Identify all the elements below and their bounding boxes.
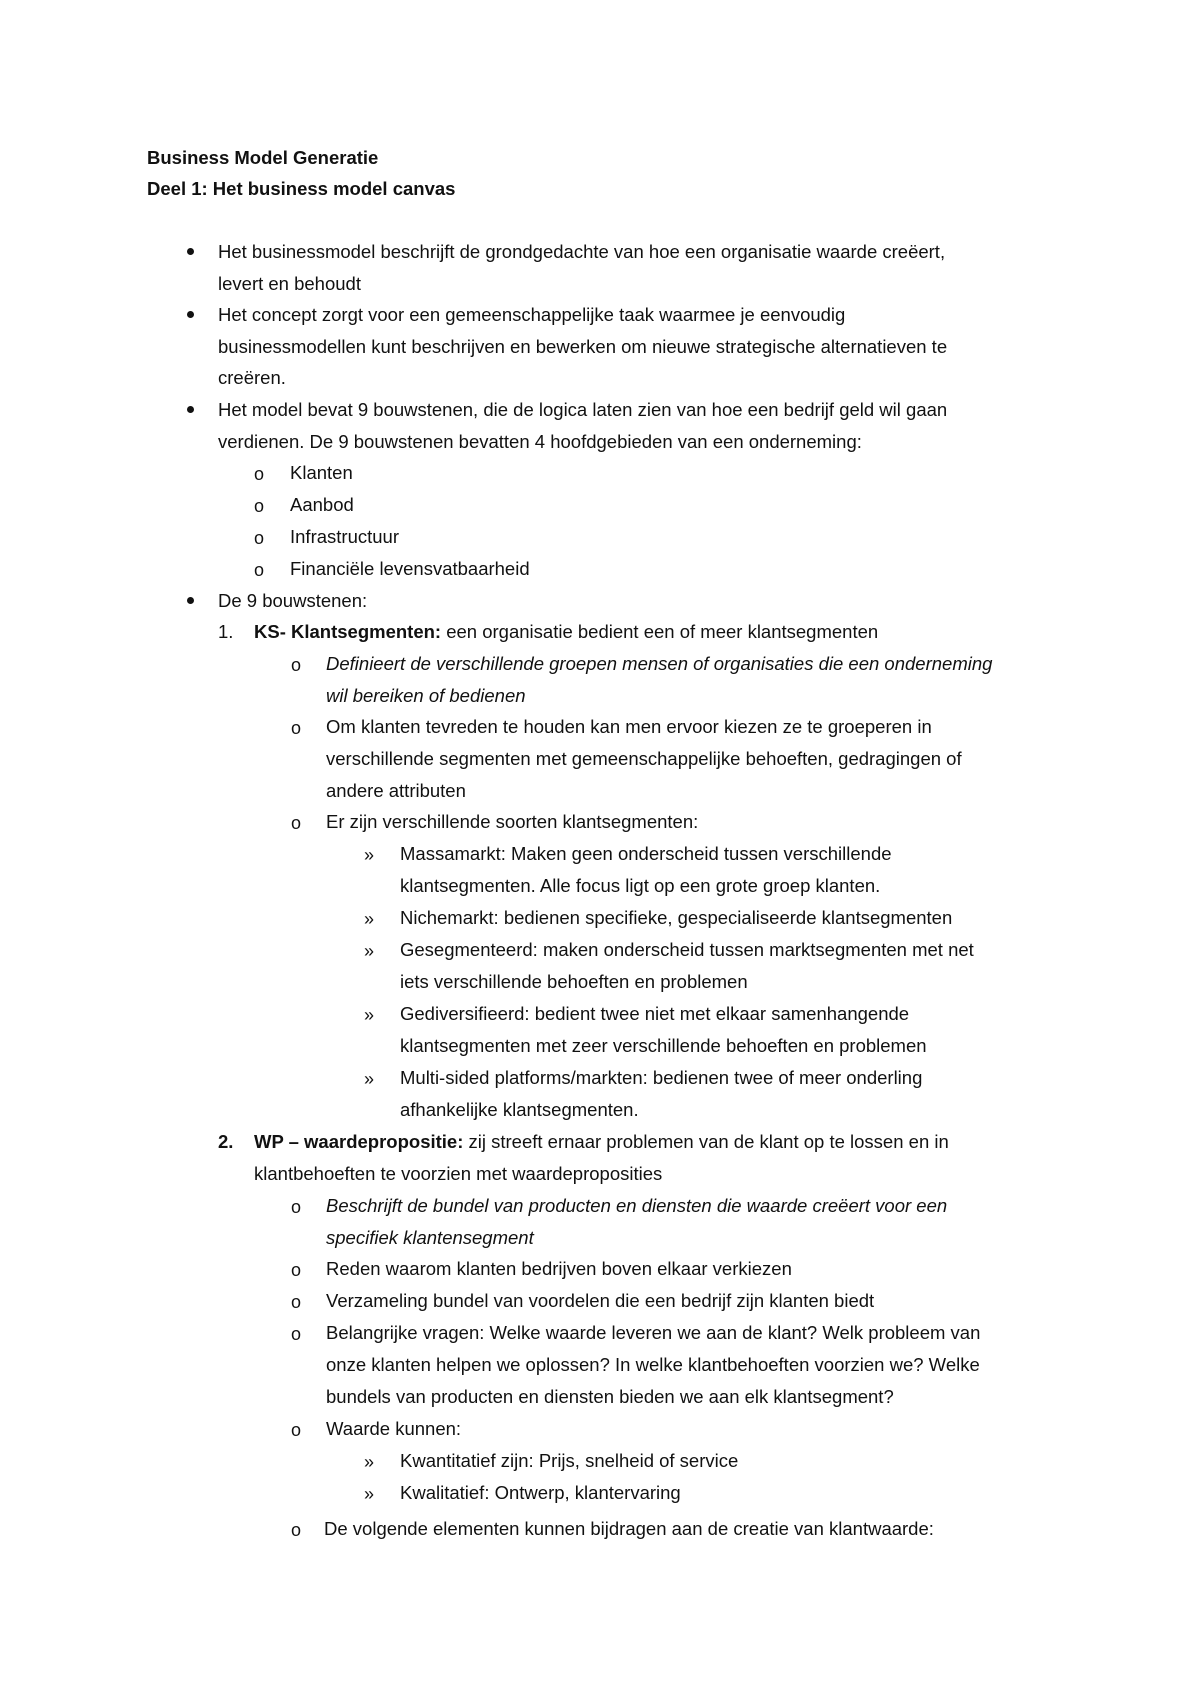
bullet-text: businessmodellen kunt beschrijven en bewerken om nieuwe strategische alternatieven te [218, 336, 948, 357]
ks-sub-text: wil bereiken of bedienen [326, 685, 526, 706]
wp-sub-text: bundels van producten en diensten bieden we aan elk klantsegment? [326, 1386, 894, 1407]
circle-bullet-icon: o [291, 655, 302, 675]
wp-sub-text: Reden waarom klanten bedrijven boven elkaar verkiezen [326, 1258, 792, 1279]
circle-bullet-icon: o [254, 464, 265, 484]
bullet-text: Het businessmodel beschrijft de grondgedachte van hoe een organisatie waarde creëert, [218, 241, 946, 262]
ks-rest: een organisatie bedient een of meer klantsegmenten [446, 621, 879, 642]
segment-type: iets verschillende behoeften en problemen [400, 971, 748, 992]
bullet-text: De 9 bouwstenen: [218, 590, 368, 611]
bullet-text: verdienen. De 9 bouwstenen bevatten 4 hoofdgebieden van een onderneming: [218, 431, 862, 452]
segment-type: Multi-sided platforms/markten: bedienen twee of meer onderling [400, 1067, 923, 1088]
arrow-bullet-icon: » [364, 941, 375, 961]
area-item: Aanbod [290, 494, 354, 515]
wp-sub-text: Belangrijke vragen: Welke waarde leveren we aan de klant? Welk probleem van [326, 1322, 981, 1343]
area-item: Financiële levensvatbaarheid [290, 558, 530, 579]
bullet-text: Het concept zorgt voor een gemeenschappelijke taak waarmee je eenvoudig [218, 304, 846, 325]
circle-bullet-icon: o [291, 813, 302, 833]
ks-sub-text: Om klanten tevreden te houden kan men ervoor kiezen ze te groeperen in [326, 716, 932, 737]
segment-type: afhankelijke klantsegmenten. [400, 1099, 639, 1120]
list-number: 2. [218, 1131, 234, 1152]
document-subtitle: Deel 1: Het business model canvas [147, 178, 456, 199]
circle-bullet-icon: o [291, 1324, 302, 1344]
circle-bullet-icon: o [254, 528, 265, 548]
wp-heading-line2: klantbehoeften te voorzien met waardeproposities [254, 1163, 663, 1184]
wp-sub-text: onze klanten helpen we oplossen? In welke klantbehoeften voorzien we? Welke [326, 1354, 980, 1375]
wp-term: WP – waardepropositie: [254, 1131, 464, 1152]
circle-bullet-icon: o [291, 1197, 302, 1217]
circle-bullet-icon: o [291, 1260, 302, 1280]
value-type: Kwantitatief zijn: Prijs, snelheid of service [400, 1450, 739, 1471]
ks-sub-text: Definieert de verschillende groepen mensen of organisaties die een onderneming [326, 653, 993, 674]
ks-sub-text: andere attributen [326, 780, 466, 801]
bullet-dot [187, 311, 194, 318]
area-item: Klanten [290, 462, 353, 483]
bullet-text: levert en behoudt [218, 273, 361, 294]
wp-sub-text: specifiek klantensegment [326, 1227, 534, 1248]
bullet-dot [187, 406, 194, 413]
bullet-text: creëren. [218, 367, 286, 388]
circle-bullet-icon: o [291, 1520, 302, 1540]
document-title: Business Model Generatie [147, 147, 379, 168]
circle-bullet-icon: o [291, 1292, 302, 1312]
bullet-dot [187, 597, 194, 604]
circle-bullet-icon: o [254, 560, 265, 580]
ks-term: KS- Klantsegmenten: [254, 621, 442, 642]
circle-bullet-icon: o [254, 496, 265, 516]
wp-sub-text: Waarde kunnen: [326, 1418, 462, 1439]
circle-bullet-icon: o [291, 1420, 302, 1440]
area-item: Infrastructuur [290, 526, 399, 547]
wp-rest: zij streeft ernaar problemen van de klant op te lossen en in [468, 1131, 949, 1152]
segment-type: klantsegmenten. Alle focus ligt op een grote groep klanten. [400, 875, 881, 896]
bullet-text: Het model bevat 9 bouwstenen, die de logica laten zien van hoe een bedrijf geld wil gaan [218, 399, 948, 420]
segment-type: Gesegmenteerd: maken onderscheid tussen marktsegmenten met net [400, 939, 974, 960]
ks-sub-text: verschillende segmenten met gemeenschappelijke behoeften, gedragingen of [326, 748, 962, 769]
wp-heading [254, 1130, 949, 1154]
ks-sub-text: Er zijn verschillende soorten klantsegmenten: [326, 811, 699, 832]
segment-type: Massamarkt: Maken geen onderscheid tussen verschillende [400, 843, 892, 864]
list-number: 1. [218, 621, 234, 642]
circle-bullet-icon: o [291, 718, 302, 738]
ks-heading [254, 620, 878, 644]
arrow-bullet-icon: » [364, 1484, 375, 1504]
segment-type: klantsegmenten met zeer verschillende behoeften en problemen [400, 1035, 927, 1056]
segment-type: Nichemarkt: bedienen specifieke, gespecialiseerde klantsegmenten [400, 907, 953, 928]
arrow-bullet-icon: » [364, 1452, 375, 1472]
wp-sub-text: Verzameling bundel van voordelen die een bedrijf zijn klanten biedt [326, 1290, 875, 1311]
arrow-bullet-icon: » [364, 1005, 375, 1025]
segment-type: Gediversifieerd: bedient twee niet met elkaar samenhangende [400, 1003, 910, 1024]
arrow-bullet-icon: » [364, 1069, 375, 1089]
wp-sub-text: Beschrijft de bundel van producten en diensten die waarde creëert voor een [326, 1195, 948, 1216]
value-type: Kwalitatief: Ontwerp, klantervaring [400, 1482, 681, 1503]
wp-sub-text: De volgende elementen kunnen bijdragen aan de creatie van klantwaarde: [324, 1518, 934, 1539]
bullet-dot [187, 248, 194, 255]
arrow-bullet-icon: » [364, 909, 375, 929]
arrow-bullet-icon: » [364, 845, 375, 865]
